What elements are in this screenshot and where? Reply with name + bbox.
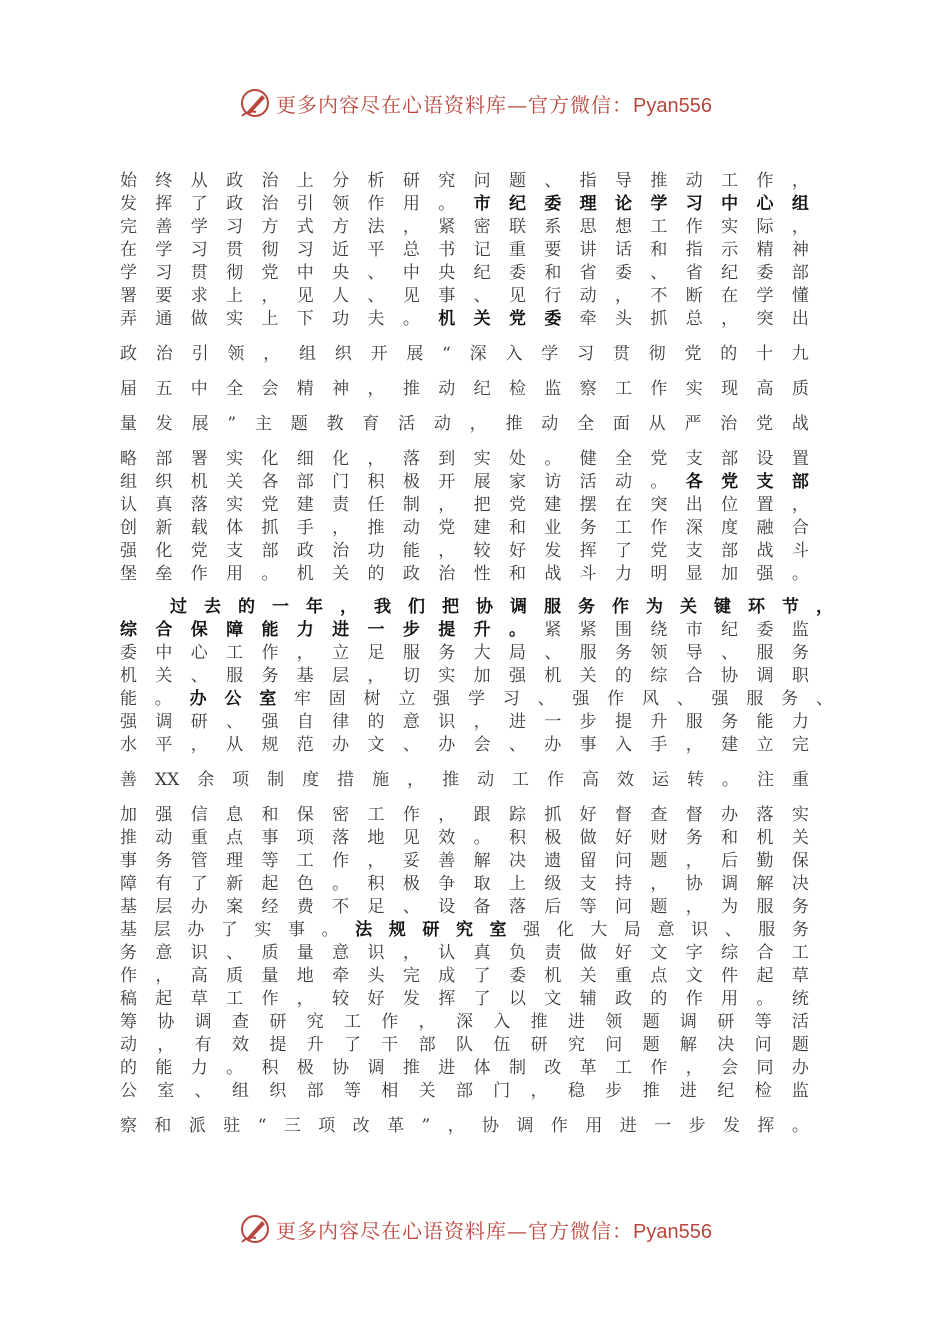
- text-line: 稿 起 草 工 作 ， 较 好 发 挥 了 以 文 辅 政 的 作 用 。 统: [120, 989, 809, 1009]
- text-line: 能 。 办 公 室 牢 固 树 立 强 学 习 、 强 作 风 、 强 服 务 、: [120, 689, 833, 709]
- text-line: 务 意 识 、 质 量 意 识 ， 认 真 负 责 做 好 文 字 综 合 工: [120, 943, 809, 963]
- text-line: 堡 垒 作 用 。 机 关 的 政 治 性 和 战 斗 力 明 显 加 强 。: [120, 564, 809, 584]
- text-line: 过 去 的 一 年 ， 我 们 把 协 调 服 务 作 为 关 键 环 节 ，: [170, 597, 833, 617]
- text-line: 的 能 力 。 积 极 协 调 推 进 体 制 改 革 工 作 ， 会 同 办: [120, 1058, 809, 1078]
- footer-watermark: [0, 1212, 950, 1246]
- text-line: 始 终 从 政 治 上 分 析 研 究 问 题 、 指 导 推 动 工 作 ，: [120, 171, 809, 191]
- text-line: 政 治 引 领 ， 组 织 开 展 “ 深 入 学 习 贯 彻 党 的 十 九: [120, 344, 809, 364]
- text-line: 加 强 信 息 和 保 密 工 作 ， 跟 踪 抓 好 督 查 督 办 落 实: [120, 805, 809, 825]
- text-line: 届 五 中 全 会 精 神 ， 推 动 纪 检 监 察 工 作 实 现 高 质: [120, 379, 809, 399]
- text-line: 略 部 署 实 化 细 化 ， 落 到 实 处 。 健 全 党 支 部 设 置: [120, 449, 809, 469]
- text-line: 水 平 ， 从 规 范 办 文 、 办 会 、 办 事 入 手 ， 建 立 完: [120, 735, 809, 755]
- text-line: 强 化 党 支 部 政 治 功 能 ， 较 好 发 挥 了 党 支 部 战 斗: [120, 541, 809, 561]
- text-line: 公 室 、 组 织 部 等 相 关 部 门 ， 稳 步 推 进 纪 检 监: [120, 1081, 809, 1101]
- text-line: 动 ， 有 效 提 升 了 干 部 队 伍 研 究 问 题 解 决 问 题: [120, 1035, 809, 1055]
- paragraph: [120, 170, 820, 586]
- text-line: 量 发 展 ” 主 题 教 育 活 动 ， 推 动 全 面 从 严 治 党 战: [120, 414, 809, 434]
- text-line: 善 XX 余 项 制 度 措 施 ， 推 动 工 作 高 效 运 转 。 注 重: [120, 770, 809, 790]
- text-line: 作 ， 高 质 量 地 牵 头 完 成 了 委 机 关 重 点 文 件 起 草: [120, 966, 809, 986]
- watermark-text: 更多内容尽在心语资料库—官方微信：Pyan556: [276, 92, 712, 117]
- text-line: 事 务 管 理 等 工 作 ， 妥 善 解 决 遗 留 问 题 ， 后 勤 保: [120, 851, 809, 871]
- logo-pen-icon: [238, 1212, 272, 1246]
- text-line: 强 调 研 、 强 自 律 的 意 识 ， 进 一 步 提 升 服 务 能 力: [120, 712, 809, 732]
- header-watermark: [0, 86, 950, 120]
- text-line: 创 新 载 体 抓 手 ， 推 动 党 建 和 业 务 工 作 深 度 融 合: [120, 518, 809, 538]
- text-line: 署 要 求 上 ， 见 人 、 见 事 、 见 行 动 ， 不 断 在 学 懂: [120, 286, 809, 306]
- text-line: 察 和 派 驻 “ 三 项 改 革 ” ， 协 调 作 用 进 一 步 发 挥 。: [120, 1116, 809, 1136]
- text-line: 障 有 了 新 起 色 。 积 极 争 取 上 级 支 持 ， 协 调 解 决: [120, 874, 809, 894]
- paragraph: [120, 596, 833, 1138]
- text-line: 弄 通 做 实 上 下 功 夫 。 机 关 党 委 牵 头 抓 总 ， 突 出: [120, 309, 809, 329]
- text-line: 委 中 心 工 作 ， 立 足 服 务 大 局 、 服 务 领 导 、 服 务: [120, 643, 809, 663]
- text-line: 组 织 机 关 各 部 门 积 极 开 展 家 访 活 动 。 各 党 支 部: [120, 472, 809, 492]
- text-line: 筹 协 调 查 研 究 工 作 ， 深 入 推 进 领 题 调 研 等 活: [120, 1012, 809, 1032]
- text-line: 机 关 、 服 务 基 层 ， 切 实 加 强 机 关 的 综 合 协 调 职: [120, 666, 809, 686]
- text-line: 认 真 落 实 党 建 责 任 制 ， 把 党 建 摆 在 突 出 位 置 ，: [120, 495, 809, 515]
- text-line: 完 善 学 习 方 式 方 法 ， 紧 密 联 系 思 想 工 作 实 际 ，: [120, 217, 809, 237]
- text-line: 学 习 贯 彻 党 中 央 、 中 央 纪 委 和 省 委 、 省 纪 委 部: [120, 263, 809, 283]
- logo-pen-icon: [238, 86, 272, 120]
- watermark-text: 更多内容尽在心语资料库—官方微信：Pyan556: [276, 1218, 712, 1243]
- text-line: 基 层 办 了 实 事 。 法 规 研 究 室 强 化 大 局 意 识 、 服 务: [120, 920, 809, 940]
- document-body: [120, 170, 833, 1138]
- text-line: 推 动 重 点 事 项 落 地 见 效 。 积 极 做 好 财 务 和 机 关: [120, 828, 809, 848]
- text-line: 基 层 办 案 经 费 不 足 、 设 备 落 后 等 问 题 ， 为 服 务: [120, 897, 809, 917]
- text-line: 发 挥 了 政 治 引 领 作 用 。 市 纪 委 理 论 学 习 中 心 组: [120, 194, 809, 214]
- text-line: 综 合 保 障 能 力 进 一 步 提 升 。 紧 紧 围 绕 市 纪 委 监: [120, 620, 809, 640]
- text-line: 在 学 习 贯 彻 习 近 平 总 书 记 重 要 讲 话 和 指 示 精 神: [120, 240, 809, 260]
